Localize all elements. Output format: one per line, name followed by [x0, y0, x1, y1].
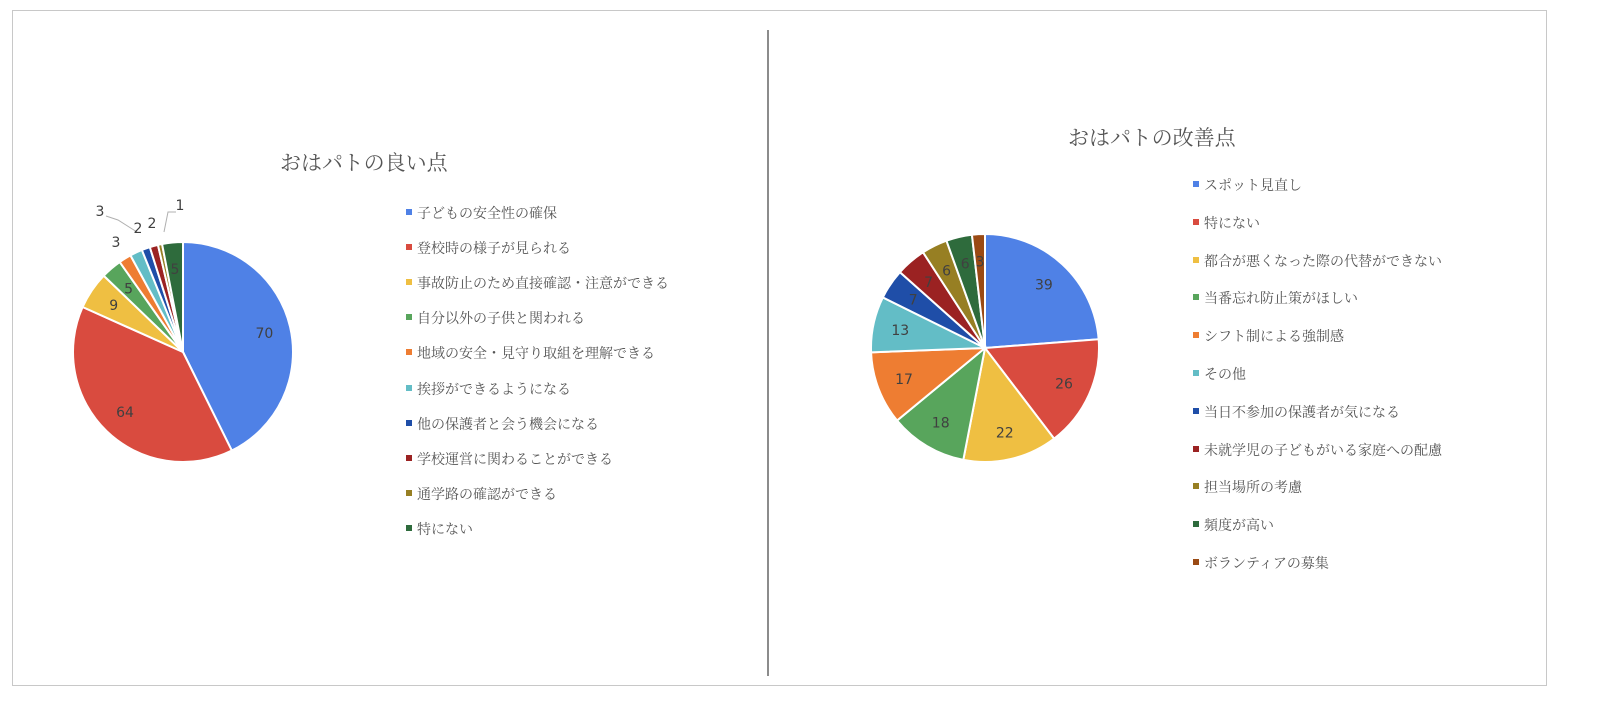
data-label-1-0: 39: [1034, 277, 1053, 294]
data-label-0-8: 1: [175, 198, 185, 214]
data-label-1-5: 13: [891, 322, 910, 339]
legend-label: 特にない: [417, 521, 473, 538]
legend-swatch: [406, 279, 412, 285]
legend-item-1-9: [1193, 515, 1274, 535]
legend-swatch: [406, 314, 412, 320]
data-label-1-1: 26: [1055, 376, 1073, 393]
legend-label: 挨拶ができるようになる: [417, 381, 571, 398]
legend-swatch: [1193, 408, 1199, 414]
legend-label: 登校時の様子が見られる: [417, 241, 571, 258]
legend-label: スポット見直し: [1204, 178, 1302, 194]
data-label-0-7: 2: [147, 216, 157, 232]
legend-swatch: [1193, 332, 1199, 338]
legend-label: ボランティアの募集: [1204, 556, 1329, 572]
legend-label: 特にない: [1204, 215, 1260, 232]
legend-swatch: [1193, 559, 1199, 565]
data-label-1-7: 7: [924, 275, 934, 292]
data-label-1-9: 6: [960, 256, 970, 273]
legend-swatch: [1193, 483, 1199, 489]
legend-item-1-5: [1193, 364, 1246, 384]
legend-label: 他の保護者と会う機会になる: [417, 416, 599, 433]
legend-item-1-4: [1193, 326, 1344, 346]
legend-item-0-8: [406, 484, 557, 504]
legend-swatch: [1193, 521, 1199, 527]
legend-item-0-1: [406, 238, 571, 258]
legend-item-1-7: [1193, 440, 1442, 460]
legend-item-1-10: [1193, 553, 1329, 573]
legend-label: 自分以外の子供と関われる: [417, 311, 585, 328]
legend-item-1-3: [1193, 288, 1358, 308]
data-label-0-3: 5: [124, 281, 134, 298]
data-label-0-6: 2: [133, 221, 143, 237]
legend-swatch: [406, 349, 412, 355]
legend-label: 頻度が高い: [1204, 518, 1274, 535]
legend-swatch: [406, 490, 412, 496]
data-label-0-2: 9: [109, 298, 119, 315]
legend-swatch: [1193, 294, 1199, 300]
legend-label: 担当場所の考慮: [1204, 480, 1302, 497]
data-label-1-10: 3: [975, 254, 985, 271]
leader-line-0-8: [164, 212, 176, 232]
legend-label: 未就学児の子どもがいる家庭への配慮: [1204, 442, 1442, 459]
data-label-0-0: 70: [255, 325, 274, 342]
chart-title-improvements: おはパトの改善点: [1068, 126, 1236, 150]
legend-label: シフト制による強制感: [1204, 329, 1344, 346]
legend-swatch: [1193, 257, 1199, 263]
legend-label: 通学路の確認ができる: [417, 486, 557, 503]
data-label-0-1: 64: [116, 405, 134, 422]
chart-title-good-points: おはパトの良い点: [280, 151, 448, 175]
legend-item-0-4: [406, 343, 655, 363]
legend-label: 事故防止のため直接確認・注意ができる: [417, 276, 669, 293]
data-label-0-9: 5: [170, 261, 180, 278]
leader-line-0-5: [106, 216, 137, 232]
data-label-0-4: 3: [111, 235, 121, 251]
legend-swatch: [1193, 446, 1199, 452]
legend-swatch: [406, 420, 412, 426]
legend-label: 地域の安全・見守り取組を理解できる: [417, 346, 655, 363]
legend-label: 学校運営に関わることができる: [417, 451, 613, 468]
legend-item-0-7: [406, 449, 613, 469]
legend-label: その他: [1204, 367, 1246, 383]
legend-item-1-6: [1193, 402, 1400, 422]
panel-divider: [767, 30, 769, 676]
legend-item-1-2: [1193, 251, 1442, 271]
legend-item-1-0: [1193, 175, 1302, 195]
legend-item-0-5: [406, 379, 571, 399]
legend-swatch: [406, 455, 412, 461]
data-label-1-4: 17: [895, 371, 913, 388]
legend-swatch: [406, 385, 412, 391]
legend-item-0-6: [406, 414, 599, 434]
legend-item-1-8: [1193, 477, 1302, 497]
legend-item-1-1: [1193, 213, 1260, 233]
legend-item-0-2: [406, 273, 669, 293]
data-label-1-8: 6: [942, 263, 952, 280]
legend-item-0-3: [406, 308, 585, 328]
legend-swatch: [1193, 219, 1199, 225]
legend-label: 都合が悪くなった際の代替ができない: [1204, 253, 1442, 270]
data-label-1-6: 7: [908, 292, 918, 309]
legend-item-0-9: [406, 519, 473, 539]
legend-label: 子どもの安全性の確保: [417, 206, 557, 222]
legend-swatch: [1193, 370, 1199, 376]
data-label-0-5: 3: [95, 204, 105, 220]
legend-swatch: [406, 244, 412, 250]
data-label-1-2: 22: [995, 425, 1014, 442]
legend-swatch: [406, 209, 412, 215]
legend-swatch: [1193, 181, 1199, 187]
legend-label: 当日不参加の保護者が気になる: [1204, 404, 1400, 421]
data-label-1-3: 18: [931, 415, 950, 432]
pie-chart-improvements: [770, 0, 1570, 715]
legend-swatch: [406, 525, 412, 531]
legend-item-0-0: [406, 203, 557, 223]
legend-label: 当番忘れ防止策がほしい: [1204, 291, 1358, 308]
